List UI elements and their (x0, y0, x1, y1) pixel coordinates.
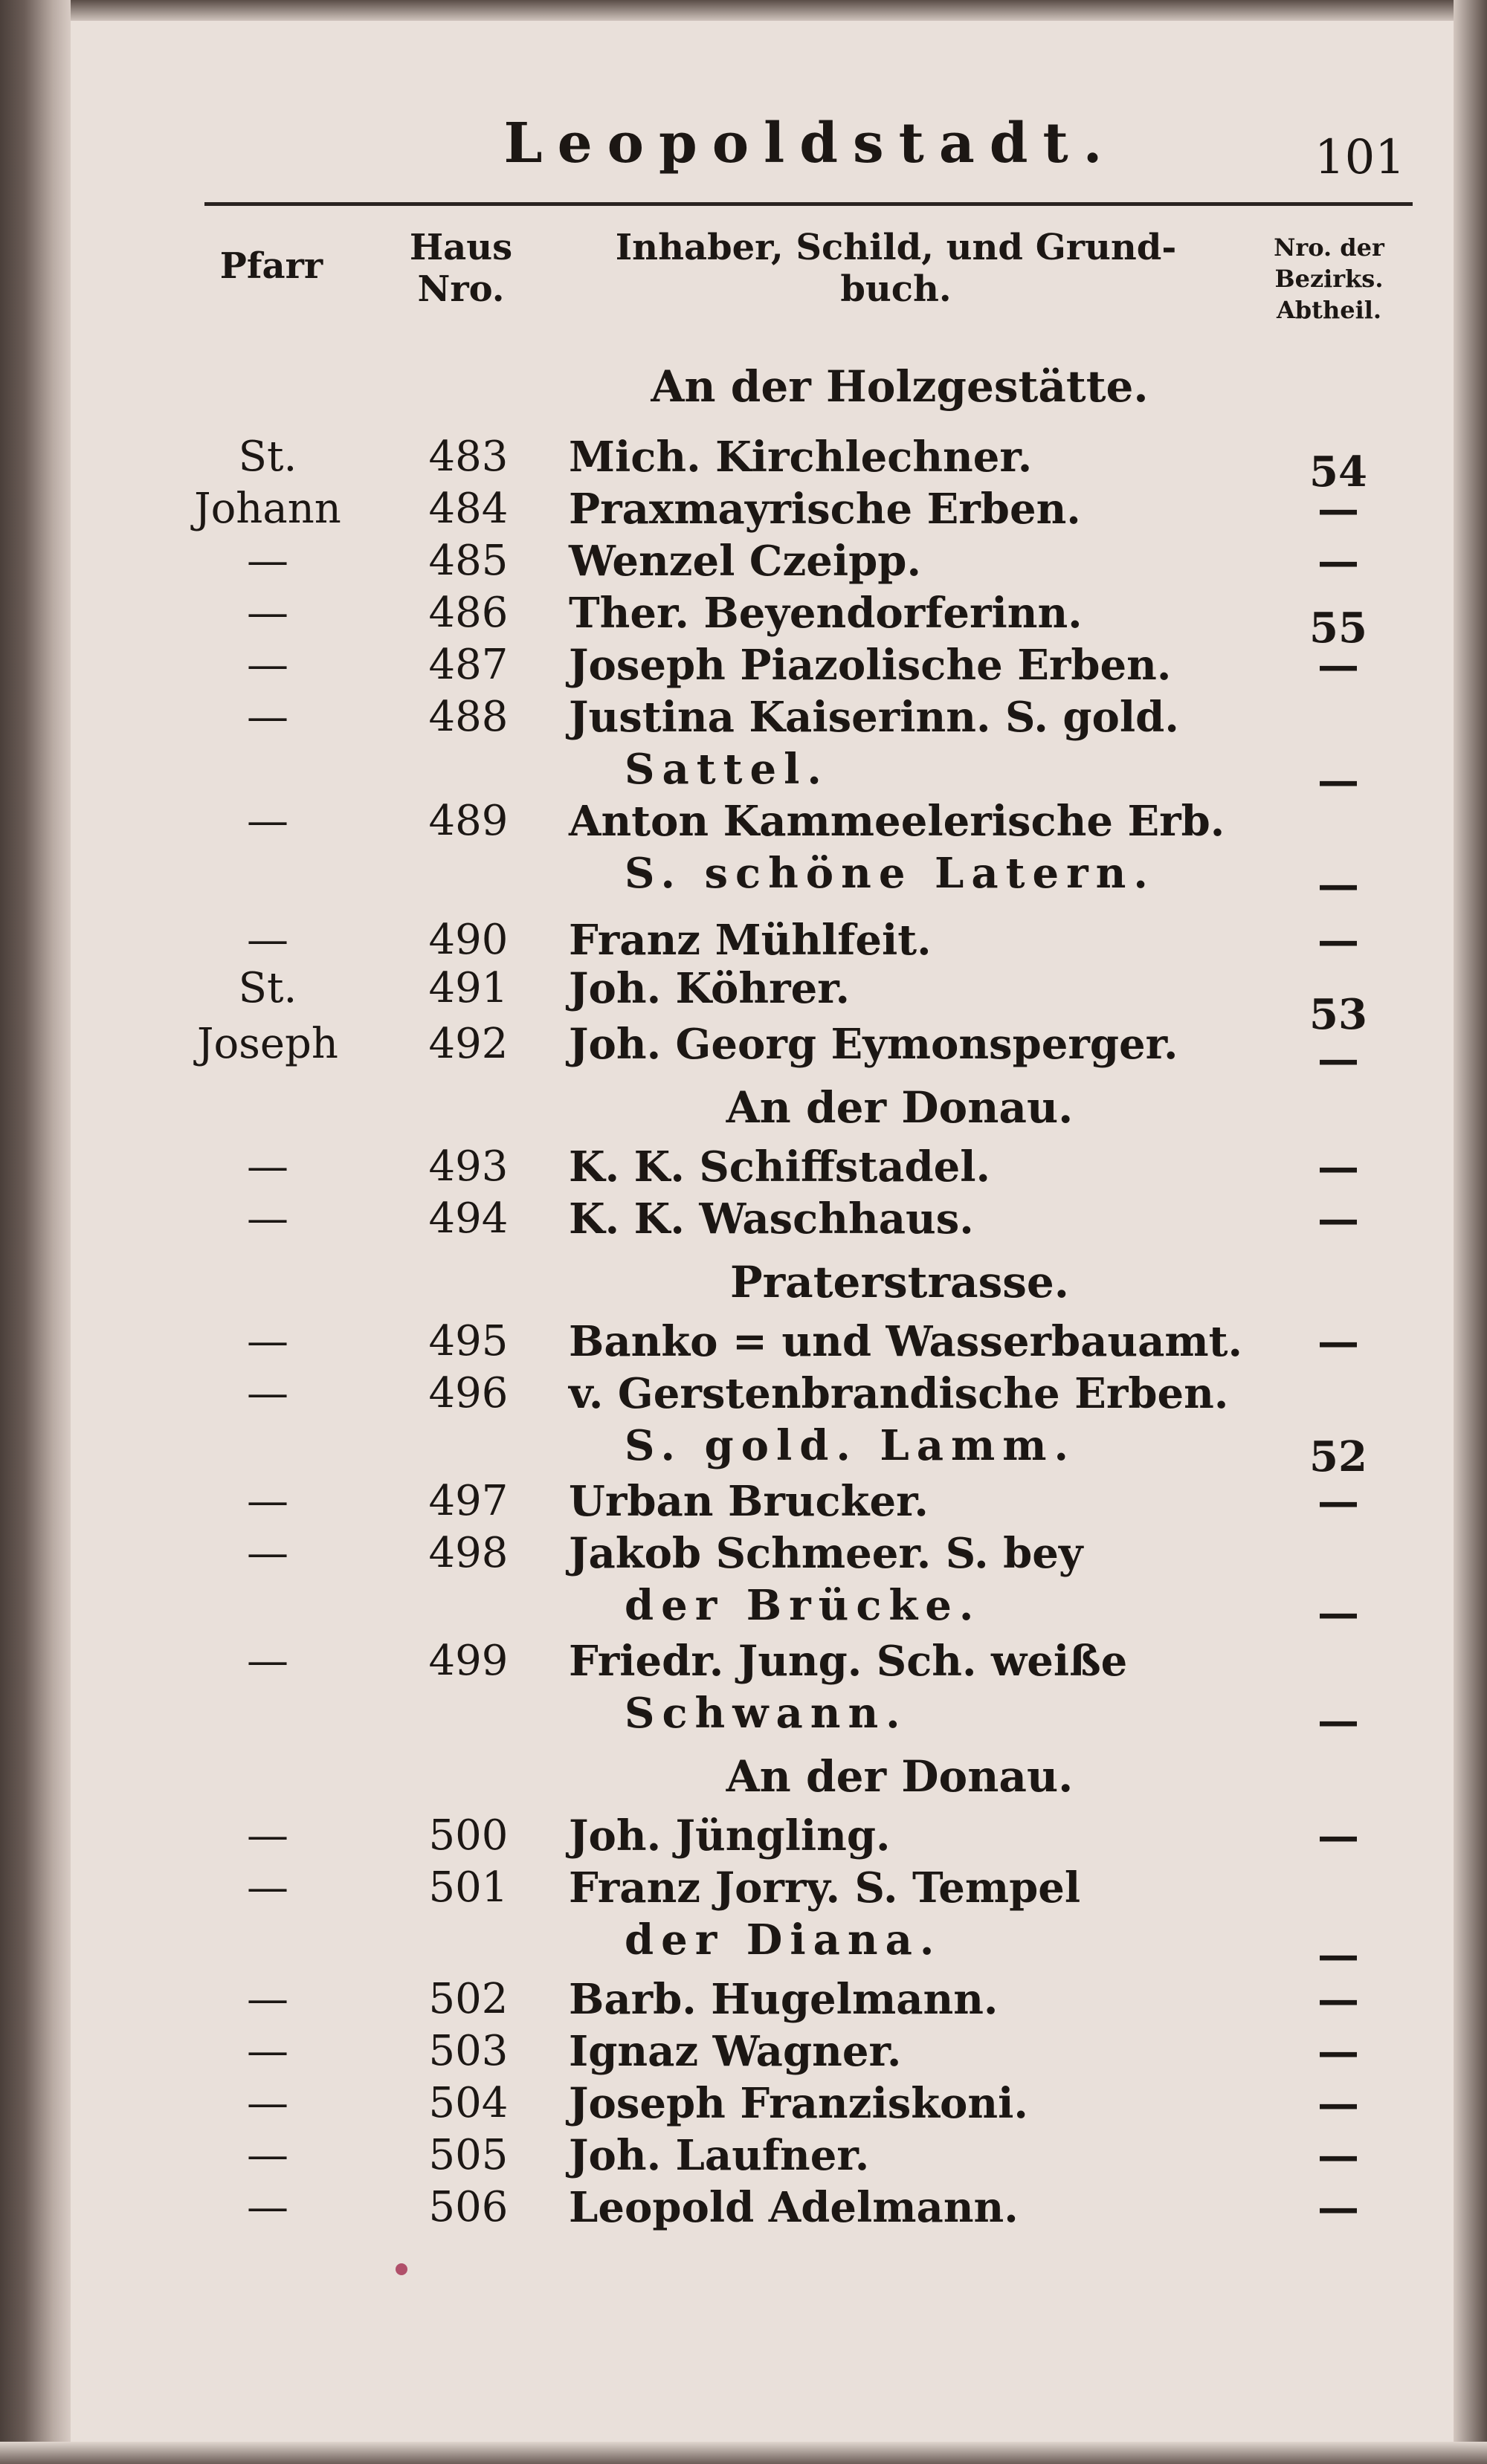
table-row (0, 2025, 1487, 2077)
column-header-pfarr: Pfarr (219, 245, 323, 287)
haus-nr-cell: 492 (428, 1020, 509, 1068)
abtheilung-cell: — (1317, 485, 1359, 534)
table-row-abtheilung (0, 1695, 1487, 1747)
haus-nr-cell: 486 (428, 589, 509, 637)
haus-nr-cell: 485 (428, 537, 509, 585)
inhaber-cell: Joseph Franziskoni. (569, 2079, 1028, 2128)
column-header-haus-nro: Haus Nro. (409, 227, 513, 310)
inhaber-cell: Praxmayrische Erben. (569, 485, 1081, 534)
table-row (0, 1527, 1487, 1579)
table-row-abtheilung (0, 858, 1487, 911)
abtheilung-cell: 52 (1309, 1432, 1367, 1481)
haus-nr-cell: 487 (428, 641, 509, 689)
haus-nr-cell: 488 (428, 693, 509, 741)
inhaber-continuation: Sattel. (625, 745, 829, 794)
haus-nr-cell: 500 (428, 1811, 509, 1860)
inhaber-cell: K. K. Schiffstadel. (569, 1142, 991, 1191)
pfarr-cell: — (247, 1477, 288, 1525)
inhaber-continuation: S. gold. Lamm. (625, 1421, 1077, 1470)
abtheilung-cell: — (1317, 1696, 1359, 1745)
abtheilung-cell: — (1317, 1477, 1359, 1526)
column-header-inhaber: Inhaber, Schild, und Grundbuch. (615, 227, 1177, 310)
table-row (0, 2130, 1487, 2182)
haus-nr-cell: 505 (428, 2131, 509, 2179)
ink-stain (396, 2263, 407, 2275)
abtheilung-cell: — (1317, 2183, 1359, 2232)
pfarr-cell: St. (238, 964, 297, 1012)
running-title: Leopoldstadt. (503, 111, 1117, 175)
inhaber-cell: K. K. Waschhaus. (569, 1194, 974, 1244)
inhaber-cell: Mich. Kirchlechner. (569, 433, 1033, 482)
abtheilung-cell: — (1317, 2027, 1359, 2076)
table-row (0, 639, 1487, 691)
table-row (0, 691, 1487, 743)
haus-nr-cell: 484 (428, 485, 509, 533)
column-header-abtheilung: Nro. der Bezirks. Abtheil. (1274, 233, 1384, 324)
table-row (0, 1810, 1487, 1862)
haus-nr-cell: 490 (428, 916, 509, 964)
pfarr-cell: — (247, 2027, 288, 2075)
page-top-edge (0, 0, 1487, 21)
table-row (0, 1141, 1487, 1193)
abtheilung-cell: 55 (1309, 604, 1367, 653)
table-row (0, 1193, 1487, 1245)
haus-nr-cell: 496 (428, 1369, 509, 1417)
page-number: 101 (1314, 130, 1405, 185)
haus-nr-cell: 493 (428, 1142, 509, 1191)
inhaber-cell: Ther. Beyendorferinn. (569, 589, 1083, 638)
abtheilung-cell: 54 (1309, 447, 1367, 497)
abtheilung-cell: — (1317, 916, 1359, 965)
inhaber-cell: Leopold Adelmann. (569, 2183, 1019, 2232)
pfarr-cell: — (247, 2079, 288, 2127)
pfarr-cell: — (247, 589, 288, 637)
table-row (0, 1316, 1487, 1368)
inhaber-cell: Joh. Laufner. (569, 2131, 870, 2180)
inhaber-cell: Joseph Piazolische Erben. (569, 641, 1172, 690)
pfarr-cell: St. (238, 433, 297, 481)
pfarr-cell: — (247, 1811, 288, 1860)
abtheilung-cell: — (1317, 1930, 1359, 1979)
inhaber-cell: Jakob Schmeer. S. bey (569, 1529, 1083, 1578)
section-heading: Praterstrasse. (730, 1257, 1069, 1307)
pfarr-cell: — (247, 641, 288, 689)
table-row (0, 963, 1487, 1039)
haus-nr-cell: 506 (428, 2183, 509, 2231)
pfarr-cell: — (247, 1975, 288, 2023)
inhaber-continuation: Schwann. (625, 1689, 908, 1738)
haus-nr-cell: 498 (428, 1529, 509, 1577)
pfarr-cell: Johann (194, 485, 341, 533)
table-row (0, 587, 1487, 653)
section-heading: An der Holzgestätte. (651, 361, 1149, 412)
pfarr-cell: — (247, 537, 288, 585)
pfarr-cell: — (247, 1863, 288, 1912)
table-row (0, 2077, 1487, 2130)
section-heading: An der Donau. (726, 1082, 1074, 1133)
haus-nr-cell: 497 (428, 1477, 509, 1525)
inhaber-continuation: der Brücke. (625, 1581, 981, 1630)
pfarr-cell: — (247, 1194, 288, 1243)
abtheilung-cell: — (1317, 2079, 1359, 2128)
pfarr-cell: — (247, 1637, 288, 1685)
inhaber-cell: Banko = und Wasserbauamt. (569, 1317, 1243, 1366)
pfarr-cell: — (247, 2131, 288, 2179)
inhaber-cell: Franz Mühlfeit. (569, 916, 932, 965)
inhaber-cell: Franz Jorry. S. Tempel (569, 1863, 1081, 1912)
inhaber-cell: Joh. Jüngling. (569, 1811, 891, 1860)
pfarr-cell: — (247, 1529, 288, 1577)
inhaber-cell: Anton Kammeelerische Erb. (569, 797, 1225, 846)
haus-nr-cell: 494 (428, 1194, 509, 1243)
header-rule (204, 202, 1413, 206)
abtheilung-cell: — (1317, 1035, 1359, 1084)
table-row (0, 2182, 1487, 2234)
abtheilung-cell: — (1317, 1194, 1359, 1244)
abtheilung-cell: — (1317, 1317, 1359, 1366)
section-heading: An der Donau. (726, 1751, 1074, 1802)
haus-nr-cell: 499 (428, 1637, 509, 1685)
table-row (0, 431, 1487, 497)
abtheilung-cell: — (1317, 1811, 1359, 1860)
abtheilung-cell: — (1317, 537, 1359, 586)
pfarr-cell: — (247, 916, 288, 964)
abtheilung-cell: — (1317, 860, 1359, 909)
haus-nr-cell: 491 (428, 964, 509, 1012)
table-row (0, 1475, 1487, 1527)
inhaber-cell: Barb. Hugelmann. (569, 1975, 999, 2024)
haus-nr-cell: 489 (428, 797, 509, 845)
table-row (0, 1973, 1487, 2025)
inhaber-continuation: S. schöne Latern. (625, 849, 1155, 898)
inhaber-continuation: der Diana. (625, 1915, 942, 1965)
abtheilung-cell: 53 (1309, 990, 1367, 1039)
pfarr-cell: — (247, 797, 288, 845)
table-row (0, 483, 1487, 535)
table-row (0, 535, 1487, 587)
inhaber-cell: Friedr. Jung. Sch. weiße (569, 1637, 1128, 1686)
abtheilung-cell: — (1317, 641, 1359, 690)
table-row (0, 914, 1487, 966)
table-row (0, 1368, 1487, 1420)
table-row (0, 1862, 1487, 1914)
haus-nr-cell: 504 (428, 2079, 509, 2127)
table-row (0, 1635, 1487, 1687)
table-row (0, 1018, 1487, 1084)
abtheilung-cell: — (1317, 1975, 1359, 2024)
haus-nr-cell: 495 (428, 1317, 509, 1365)
inhaber-cell: Urban Brucker. (569, 1477, 929, 1526)
inhaber-cell: Joh. Köhrer. (569, 964, 851, 1013)
abtheilung-cell: — (1317, 1588, 1359, 1637)
pfarr-cell: — (247, 1369, 288, 1417)
abtheilung-cell: — (1317, 2131, 1359, 2180)
table-row (0, 795, 1487, 847)
inhaber-cell: Ignaz Wagner. (569, 2027, 902, 2076)
pfarr-cell: — (247, 1317, 288, 1365)
pfarr-cell: — (247, 1142, 288, 1191)
inhaber-cell: Wenzel Czeipp. (569, 537, 921, 586)
inhaber-cell: Joh. Georg Eymonsperger. (569, 1020, 1178, 1069)
haus-nr-cell: 503 (428, 2027, 509, 2075)
page-bottom-edge (0, 2442, 1487, 2464)
haus-nr-cell: 501 (428, 1863, 509, 1912)
haus-nr-cell: 483 (428, 433, 509, 481)
inhaber-cell: Justina Kaiserinn. S. gold. (569, 693, 1179, 742)
abtheilung-cell: — (1317, 756, 1359, 805)
pfarr-cell: — (247, 2183, 288, 2231)
pfarr-cell: Joseph (197, 1020, 338, 1068)
inhaber-cell: v. Gerstenbrandische Erben. (569, 1369, 1229, 1418)
pfarr-cell: — (247, 693, 288, 741)
table-row-abtheilung (0, 1587, 1487, 1639)
abtheilung-cell: — (1317, 1142, 1359, 1191)
haus-nr-cell: 502 (428, 1975, 509, 2023)
